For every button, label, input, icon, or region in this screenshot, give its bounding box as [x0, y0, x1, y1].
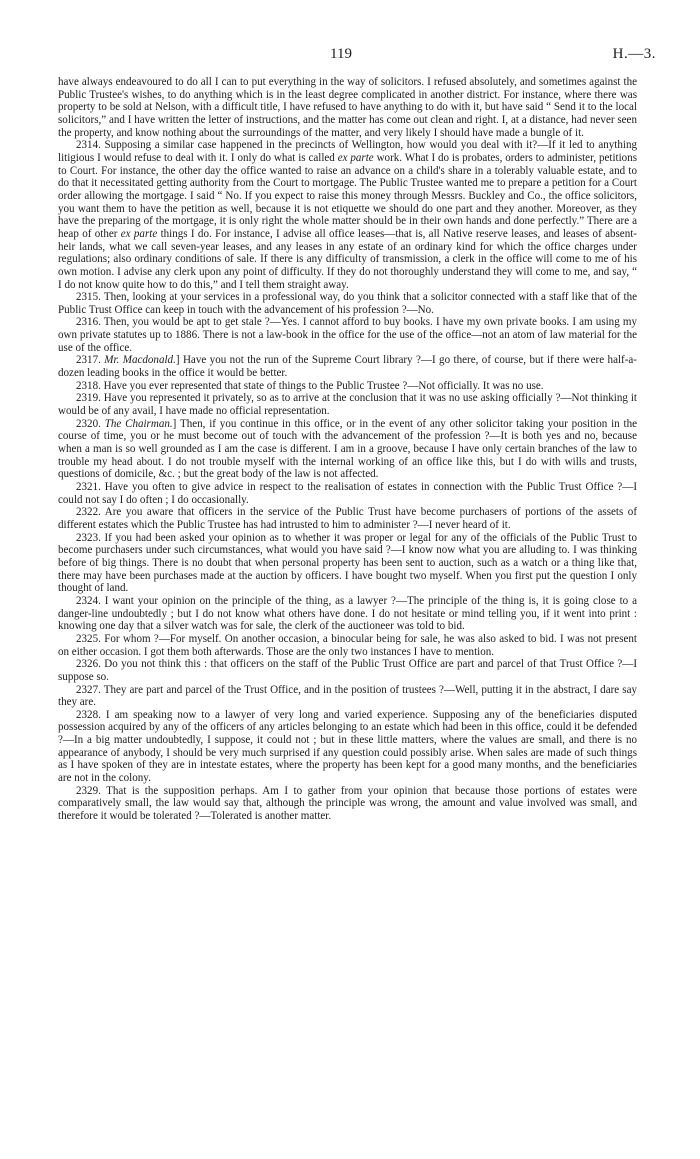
page-number: 119	[330, 46, 352, 62]
question-paragraph-2324	[58, 595, 637, 633]
paragraph-text: 2328. I am speaking now to a lawyer of very long and varied experience. Supposing any of the beneficiaries disputed possession acquired by any of the officers of any articles belonging to an estate which had been in this office, could it be defended ?—In a big matter undoubtedly, I suppose, it could not ; but in these little matters, where the values are small, and there is no appearance of anybody, I should be very much surprised if any question could possibly arise. When sales are made of such things as I have spoken of they are in intestate estates, where the property has been kept for a good many months, and the beneficiaries are not in the colony.	[58, 708, 637, 785]
italic-text: The Chairman.	[104, 417, 173, 430]
paragraph-text: 2329. That is the supposition perhaps. Am I to gather from your opinion that because those portions of estates were comparatively small, the law would say that, although the principle was wrong, the amount and value involved was small, and therefore it would be tolerated ?—Tolerated is another matter.	[58, 784, 637, 823]
question-paragraph-2322	[58, 506, 637, 531]
document-body	[58, 76, 637, 823]
paragraph-text: 2327. They are part and parcel of the Trust Office, and in the position of trustees ?—Well, putting it in the abstract, I dare say they are.	[58, 683, 637, 709]
question-paragraph-2327	[58, 684, 637, 709]
question-paragraph-2326	[58, 658, 637, 683]
italic-text: Mr. Macdonald.	[104, 354, 176, 367]
question-paragraph-2317	[58, 354, 637, 379]
question-paragraph-2318	[58, 380, 637, 393]
question-paragraph-2328	[58, 709, 637, 785]
question-paragraph-2316	[58, 316, 637, 354]
question-paragraph-2323	[58, 532, 637, 595]
paragraph-text: 2325. For whom ?—For myself. On another occasion, a binocular being for sale, he was also asked to bid. I was not present on either occasion. I got them both afterwards. Those are the only two instances I have to mention.	[58, 632, 637, 658]
page-reference: H.—3.	[612, 46, 656, 62]
paragraph-text: 2319. Have you represented it privately, so as to arrive at the conclusion that it was no use asking officially ?—Not thinking it would be of any avail, I have made no official representation.	[58, 392, 637, 418]
paragraph-text: ] Have you not the run of the Supreme Court library ?—I go there, of course, but if there were half-a-dozen leading books in the office it would be better.	[58, 354, 637, 380]
paragraph-text: 2316. Then, you would be apt to get stale ?—Yes. I cannot afford to buy books. I have my own private books. I am using my own private statutes up to 1886. There is not a law-book in the office for the use of the office—not an atom of law material for the use of the office.	[58, 316, 637, 354]
paragraph-text: ] Then, if you continue in this office, or in the event of any other solicitor taking your position in the course of time, you or he must become out of touch with the advancement of the profession ?—It is both yes and no, because when a man is so well grounded as I am the case is different. I am in a groove, because I have only certain branches of the law to trouble my head about. I do not trouble myself with the internal working of an office like this, but I do with wills and trusts, questions of domicile, &c. ; but the great body of the law is not affected.	[58, 417, 638, 481]
question-paragraph-2321	[58, 481, 637, 506]
question-paragraph-2315	[58, 291, 637, 316]
paragraph-text: 2323. If you had been asked your opinion as to whether it was proper or legal for any of the officials of the Public Trust to become purchasers under such circumstances, what would you have said ?—I know now what you are alluding to. I was thinking before of big things. There is no doubt that when personal property has been sent to auction, such as a watch or a thing like that, there may have been purchases made at the auction by officers. I have bought two myself. When you first put the question I only thought of land.	[58, 531, 637, 595]
paragraph-text: 2324. I want your opinion on the principle of the thing, as a lawyer ?—The principle of the thing is, it is going close to a danger-line undoubtedly ; but I do not know what others have done. I do not hesitate or mind telling you, if it went into print : knowing one day that a silver watch was for sale, the clerk of the auctioneer was told to bid.	[58, 594, 637, 633]
paragraph-text: 2321. Have you often to give advice in respect to the realisation of estates in connection with the Public Trust Office ?—I could not say I do often ; I do occasionally.	[58, 481, 637, 506]
paragraph-text: 2322. Are you aware that officers in the service of the Public Trust have become purchasers of portions of the assets of different estates which the Public Trustee has had intrusted to him to administer ?—I never heard of it.	[58, 506, 637, 531]
paragraph-text: 2320.	[76, 417, 105, 430]
continued-paragraph	[58, 76, 637, 139]
paragraph-text: 2314. Supposing a similar case happened in the precincts of Wellington, how would you deal with it?—If it led to anything litigious I would refuse to deal with it. I only do what is called	[58, 139, 637, 164]
question-paragraph-2319	[58, 392, 637, 417]
question-paragraph-2320	[58, 418, 637, 481]
paragraph-text: 2326. Do you not think this : that officers on the staff of the Public Trust Office are part and parcel of that Trust Office ?—I suppose so.	[58, 658, 637, 683]
paragraph-text: have always endeavoured to do all I can to put everything in the way of solicitors. I refused absolutely, and sometimes against the Public Trustee's wishes, to do anything which is in the least degree complicated in another district. For instance, where there was property to be sold at Nelson, with a difficult title, I have refused to have anything to do with it, but have said “ Send it to the local solicitors,” and I have written the letter of instructions, and the matter has come out clean and right. I, at a distance, had never seen the property, and know nothing about the surroundings of the matter, and very likely I should have made a bungle of it.	[58, 76, 637, 139]
question-paragraph-2329	[58, 785, 637, 823]
page-header	[0, 46, 700, 66]
paragraph-text: 2315. Then, looking at your services in a professional way, do you think that a solicitor connected with a staff like that of the Public Trust Office can keep in touch with the advancement of his profession ?—No.	[58, 291, 637, 316]
paragraph-text: work. What I do is probates, orders to administer, petitions to Court. For instance, the other day the office wanted to raise an advance on a child's share in a tolerably valuable estate, and to do that it necessitated getting authority from the Court to mortgage. The Public Trustee wanted me to prepare a petition for a Court order allowing the mortgage. I said “ No. If you expect to raise this money through Messrs. Buckley and Co., the office solicitors, you want them to have the petition as well, because it is not etiquette we should do one part and they another. Moreover, as they have the preparing of the mortgage, it is only right the whole matter should be in their own hands and done perfectly.” There are a heap of other	[58, 151, 637, 240]
paragraph-text: 2318. Have you ever represented that state of things to the Public Trustee ?—Not officially. It was no use.	[76, 379, 544, 392]
italic-text: ex parte	[120, 227, 158, 240]
question-paragraph-2325	[58, 633, 637, 658]
paragraph-text: things I do. For instance, I advise all office leases—that is, all Native reserve leases, and leases of absent-heir lands, what we call seven-year leases, and any leases in any estate of an ordinary kind for which the office charges under regulations; also ordinary conditions of sale. If there is any difficulty of transmission, a clerk in the office will come to me of his own motion. I advise any clerk upon any point of difficulty. If they do not thoroughly understand they will come to me, and say, “ I do not know quite how to do this,” and I tell them straight away.	[58, 227, 637, 291]
question-paragraph-2314	[58, 139, 637, 291]
paragraph-text: 2317.	[76, 354, 105, 367]
italic-text: ex parte	[337, 151, 374, 164]
